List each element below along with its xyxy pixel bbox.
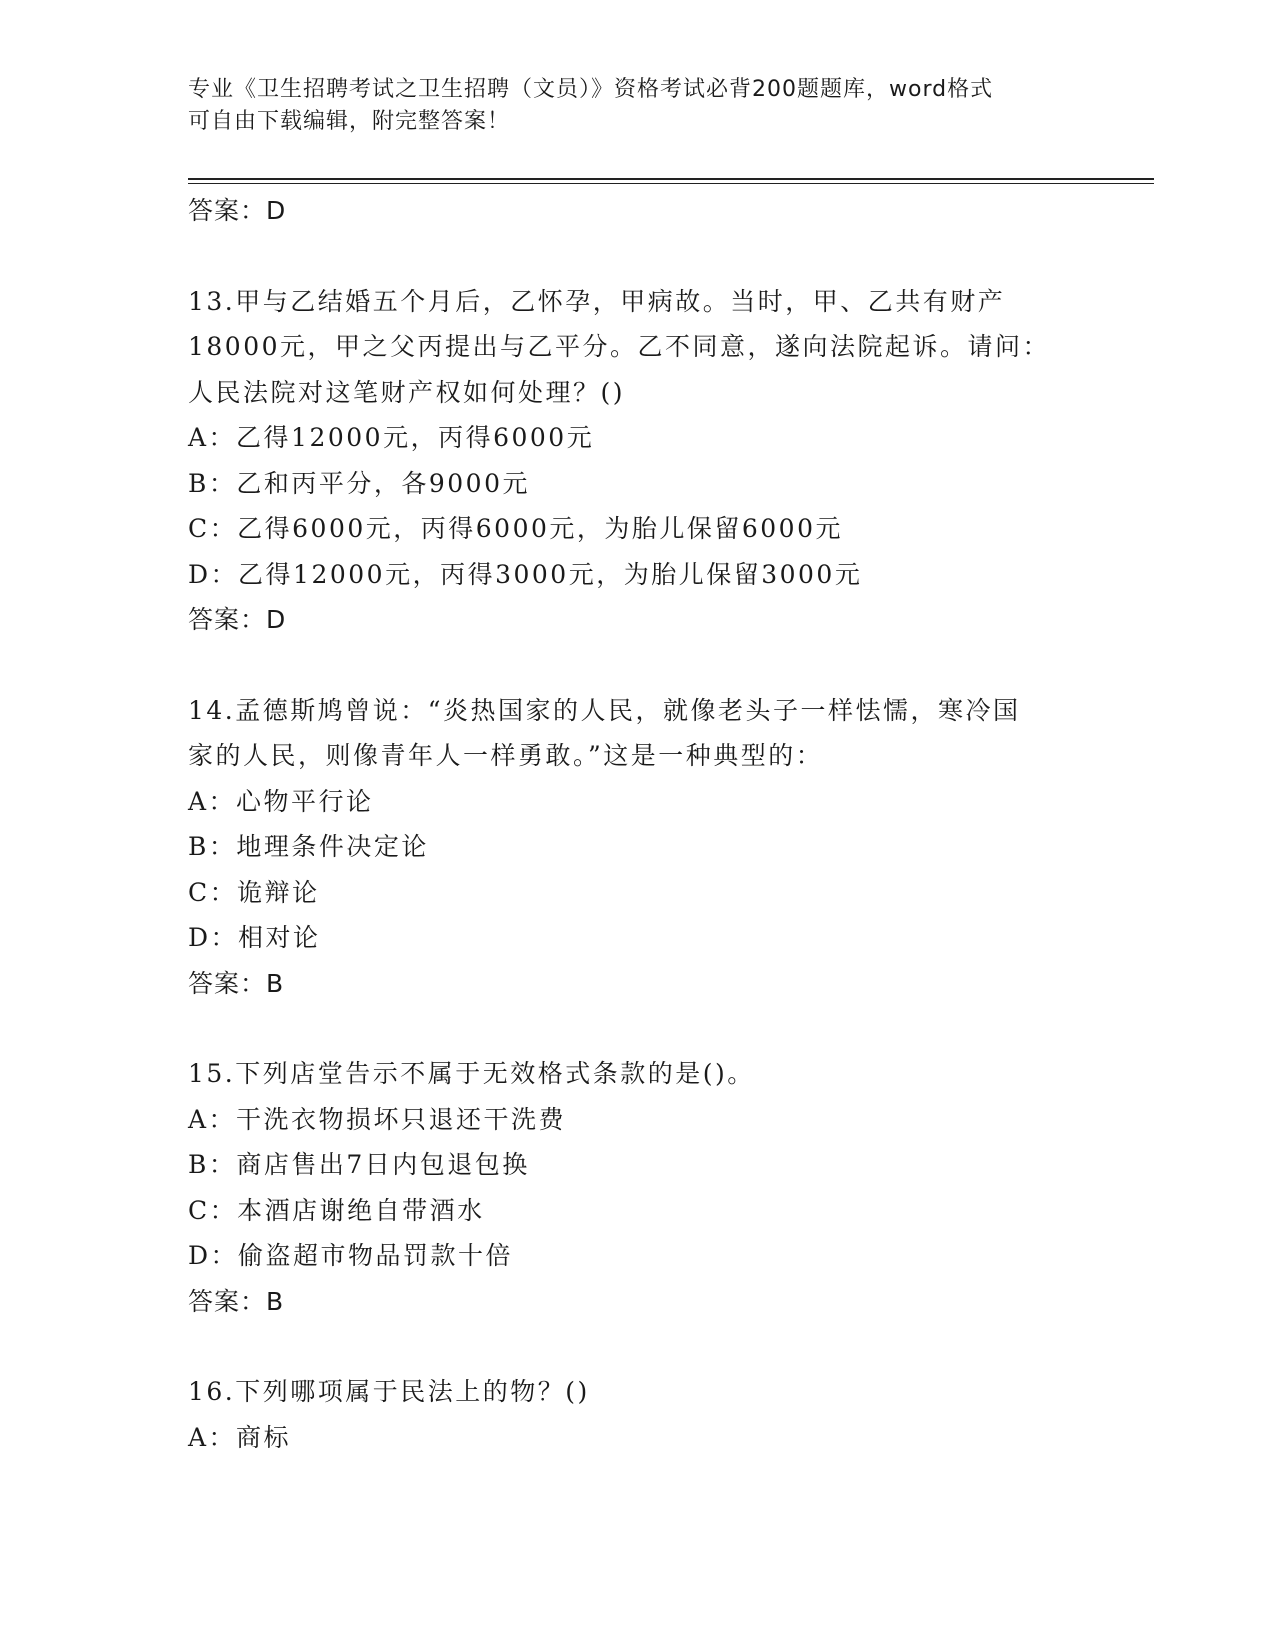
header-divider bbox=[188, 178, 1154, 180]
document-header bbox=[188, 74, 1088, 138]
option-d: D：乙得12000元，丙得3000元，为胎儿保留3000元 bbox=[188, 559, 863, 589]
option-b: B：地理条件决定论 bbox=[188, 832, 429, 861]
option-b: B：商店售出7日内包退包换 bbox=[188, 1150, 530, 1179]
option-a: A：乙得12000元，丙得6000元 bbox=[188, 423, 595, 452]
option-a: A：心物平行论 bbox=[188, 786, 374, 816]
option-c: C：乙得6000元，丙得6000元，为胎儿保留6000元 bbox=[188, 514, 843, 543]
answer-line: 答案：B bbox=[188, 968, 285, 998]
question-16 bbox=[188, 1369, 1088, 1460]
answer-line: 答案：D bbox=[188, 196, 287, 225]
option-c: C：本酒店谢绝自带酒水 bbox=[188, 1195, 485, 1225]
question-text: 16.下列哪项属于民法上的物？() bbox=[188, 1377, 590, 1406]
answer-line: 答案：B bbox=[188, 1286, 285, 1316]
question-text: 14.孟德斯鸠曾说：“炎热国家的人民，就像老头子一样怯懦，寒冷国 bbox=[188, 695, 1021, 725]
question-text: 家的人民，则像青年人一样勇敢。”这是一种典型的： bbox=[188, 741, 824, 770]
option-a: A：干洗衣物损坏只退还干洗费 bbox=[188, 1104, 567, 1134]
option-c: C：诡辩论 bbox=[188, 877, 320, 907]
answer-line: 答案：D bbox=[188, 605, 287, 634]
header-title-line-1: 专业《卫生招聘考试之卫生招聘（文员）》资格考试必背200题题库，word格式 bbox=[188, 77, 994, 102]
question-13 bbox=[188, 279, 1088, 643]
header-title-line-2: 可自由下载编辑，附完整答案！ bbox=[188, 109, 511, 134]
question-text: 15.下列店堂告示不属于无效格式条款的是()。 bbox=[188, 1059, 755, 1088]
question-text: 13.甲与乙结婚五个月后，乙怀孕，甲病故。当时，甲、乙共有财产 bbox=[188, 286, 1006, 316]
option-b: B：乙和丙平分，各9000元 bbox=[188, 468, 530, 498]
option-d: D：相对论 bbox=[188, 923, 321, 952]
question-text: 人民法院对这笔财产权如何处理？() bbox=[188, 377, 626, 407]
question-text: 18000元，甲之父丙提出与乙平分。乙不同意，遂向法院起诉。请问： bbox=[188, 332, 1051, 361]
option-a: A：商标 bbox=[188, 1422, 292, 1452]
question-14 bbox=[188, 688, 1088, 1007]
option-d: D：偷盗超市物品罚款十倍 bbox=[188, 1241, 514, 1270]
question-15 bbox=[188, 1051, 1088, 1324]
document-body bbox=[188, 188, 1088, 1460]
header-divider-thin bbox=[188, 183, 1154, 184]
